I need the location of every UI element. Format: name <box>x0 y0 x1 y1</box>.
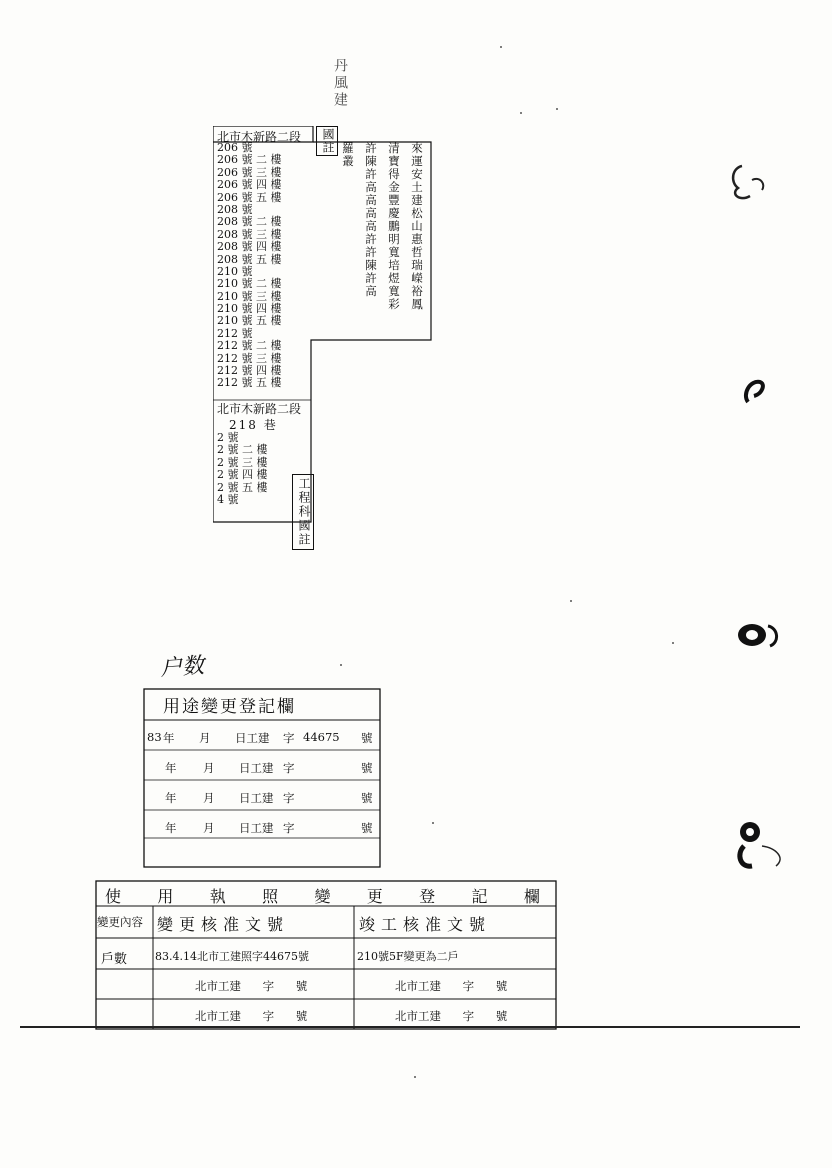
address-row: 212 號 四 樓 <box>217 364 282 378</box>
owner-column: 許陳許高高高高許許陳許高 <box>364 142 378 298</box>
address-row: 206 號 五 樓 <box>217 190 282 204</box>
purpose-day: 日工建 <box>235 731 270 745</box>
purpose-day: 日工建 <box>239 821 274 835</box>
completion-doc-cell: 210號5F變更為二戶 <box>357 950 459 963</box>
approval-doc-cell: 83.4.14北市工建照字44675號 <box>155 950 309 963</box>
purpose-month: 月 <box>203 791 215 805</box>
scan-speck <box>414 1076 416 1078</box>
owner-name-columns <box>336 142 428 338</box>
purpose-row <box>143 722 381 752</box>
binder-mark-icon <box>734 814 790 874</box>
purpose-char: 字 <box>283 791 295 805</box>
scan-speck <box>672 642 674 644</box>
address-row: 2 號 <box>217 431 239 444</box>
purpose-year: 年 <box>165 761 177 775</box>
completion-doc-cell: 北市工建 字 號 <box>395 1009 508 1023</box>
title-char: 變 <box>314 887 337 906</box>
purpose-year: 年 <box>163 731 175 745</box>
address-header-secondary: 北市木新路二段 <box>217 402 302 416</box>
column-header-completion: 竣工核准文號 <box>359 915 492 934</box>
address-row: 212 號 三 樓 <box>217 351 282 365</box>
stamp-top: 丹風建 <box>332 58 348 109</box>
address-row: 206 號 三 樓 <box>217 165 282 179</box>
usage-change-title <box>95 884 556 907</box>
owner-column: 來運安土建松山惠哲瑞嶸裕鳳 <box>410 142 424 311</box>
purpose-row <box>143 812 381 842</box>
approval-doc-cell: 北市工建 字 號 <box>195 1009 308 1023</box>
address-list-main <box>217 142 282 390</box>
address-row: 2 號 五 樓 <box>217 480 268 494</box>
binder-mark-icon <box>726 160 776 204</box>
address-row: 206 號 二 樓 <box>217 153 282 167</box>
title-char: 使 <box>105 887 128 906</box>
approval-doc-cell: 北市工建 字 號 <box>195 979 308 993</box>
address-row: 212 號 <box>217 326 253 340</box>
address-row: 210 號 五 樓 <box>217 314 282 328</box>
address-row: 210 號 <box>217 264 253 278</box>
title-char: 用 <box>157 887 180 906</box>
purpose-suffix: 號 <box>361 761 373 775</box>
purpose-change-box <box>143 688 381 868</box>
binder-mark-icon <box>734 620 784 650</box>
scan-speck <box>520 112 522 114</box>
scan-speck <box>500 46 502 48</box>
address-row: 208 號 五 樓 <box>217 252 282 266</box>
purpose-change-title: 用途變更登記欄 <box>163 697 296 717</box>
purpose-day: 日工建 <box>239 761 274 775</box>
stamp-side: 工程科國註 <box>292 474 314 550</box>
address-row: 208 號 二 樓 <box>217 215 282 229</box>
purpose-char: 字 <box>283 761 295 775</box>
purpose-row <box>143 752 381 782</box>
purpose-char: 字 <box>283 731 295 745</box>
purpose-suffix: 號 <box>361 821 373 835</box>
change-content-cell: 戶數 <box>101 952 128 967</box>
register-stamp: 國註 <box>316 126 338 156</box>
column-header-change-content: 變更內容 <box>97 915 143 929</box>
purpose-number: 44675 <box>303 730 340 744</box>
title-char: 欄 <box>523 887 546 906</box>
address-header: 北市木新路二段 <box>217 130 302 144</box>
owner-column: 清寶得金豐慶鵬明寬培煜寬彩 <box>387 142 401 311</box>
purpose-char: 字 <box>283 821 295 835</box>
address-lane: 218 巷 <box>229 418 278 432</box>
scan-edge-line <box>20 1026 800 1028</box>
purpose-month: 月 <box>199 731 211 745</box>
address-row: 208 號 三 樓 <box>217 227 282 241</box>
address-row: 210 號 四 樓 <box>217 302 282 316</box>
address-row: 2 號 四 樓 <box>217 468 268 482</box>
column-header-approval: 變更核准文號 <box>157 915 290 934</box>
title-char: 登 <box>419 887 442 906</box>
address-row: 210 號 二 樓 <box>217 277 282 291</box>
address-row: 4 號 <box>217 492 239 506</box>
scan-speck <box>432 822 434 824</box>
binder-mark-icon <box>740 374 770 408</box>
completion-doc-cell: 北市工建 字 號 <box>395 979 508 993</box>
title-char: 執 <box>209 887 232 906</box>
address-row: 212 號 二 樓 <box>217 339 282 353</box>
address-row: 210 號 三 樓 <box>217 289 282 303</box>
title-char: 更 <box>366 887 389 906</box>
address-list-lane <box>217 432 268 506</box>
address-row: 206 號 <box>217 141 253 154</box>
purpose-suffix: 號 <box>361 791 373 805</box>
address-row: 208 號 <box>217 202 253 216</box>
purpose-month: 月 <box>203 821 215 835</box>
scan-speck <box>570 600 572 602</box>
scan-speck <box>556 108 558 110</box>
purpose-day: 日工建 <box>239 791 274 805</box>
address-row: 2 號 三 樓 <box>217 455 268 469</box>
purpose-row <box>143 782 381 812</box>
title-char: 照 <box>262 887 285 906</box>
address-row: 212 號 五 樓 <box>217 376 282 390</box>
address-row: 206 號 四 樓 <box>217 178 282 192</box>
purpose-month: 月 <box>203 761 215 775</box>
title-char: 記 <box>471 887 494 906</box>
scan-speck <box>340 664 342 666</box>
purpose-suffix: 號 <box>361 731 373 745</box>
purpose-lead: 83 <box>147 730 162 744</box>
usage-license-change-table <box>95 880 556 1030</box>
purpose-year: 年 <box>165 791 177 805</box>
address-row: 208 號 四 樓 <box>217 240 282 254</box>
handwritten-note: 户数 <box>159 653 205 682</box>
address-row: 2 號 二 樓 <box>217 443 268 457</box>
purpose-year: 年 <box>165 821 177 835</box>
owner-column: 羅叢 <box>341 142 355 168</box>
